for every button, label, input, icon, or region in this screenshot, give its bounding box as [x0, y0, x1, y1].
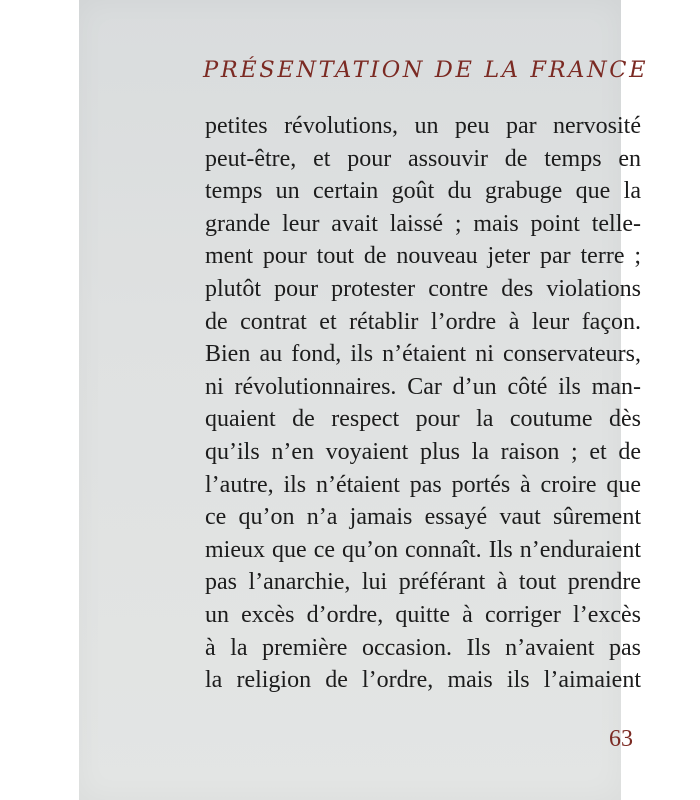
book-page	[79, 0, 649, 800]
body-text	[205, 110, 641, 697]
running-head: PRÉSENTATION DE LA FRANCE	[203, 57, 649, 83]
text-line: ni révolutionnaires. Car d’un côté ils man-	[205, 373, 641, 400]
page-number: 63	[609, 726, 633, 752]
text-line: Bien au fond, ils n’étaient ni conservateurs,	[205, 341, 641, 368]
text-line: un excès d’ordre, quitte à corriger l’excès	[205, 601, 641, 628]
text-line: à la première occasion. Ils n’avaient pas	[205, 634, 641, 661]
text-line: de contrat et rétablir l’ordre à leur façon.	[205, 308, 641, 335]
text-line: peut-être, et pour assouvir de temps en	[205, 145, 641, 172]
text-line: ment pour tout de nouveau jeter par terre ;	[205, 243, 641, 270]
text-line: l’autre, ils n’étaient pas portés à croire que	[205, 471, 641, 498]
text-line: pas l’anarchie, lui préférant à tout prendre	[205, 569, 641, 596]
text-line: ce qu’on n’a jamais essayé vaut sûrement	[205, 504, 641, 531]
text-line: mieux que ce qu’on connaît. Ils n’enduraient	[205, 536, 641, 563]
text-line: la religion de l’ordre, mais ils l’aimaient	[205, 667, 641, 694]
text-line: temps un certain goût du grabuge que la	[205, 178, 641, 205]
text-line: quaient de respect pour la coutume dès	[205, 406, 641, 433]
text-line: grande leur avait laissé ; mais point telle-	[205, 210, 641, 237]
text-line: qu’ils n’en voyaient plus la raison ; et de	[205, 438, 641, 465]
text-line: plutôt pour protester contre des violations	[205, 275, 641, 302]
text-line: petites révolutions, un peu par nervosité	[205, 113, 641, 139]
